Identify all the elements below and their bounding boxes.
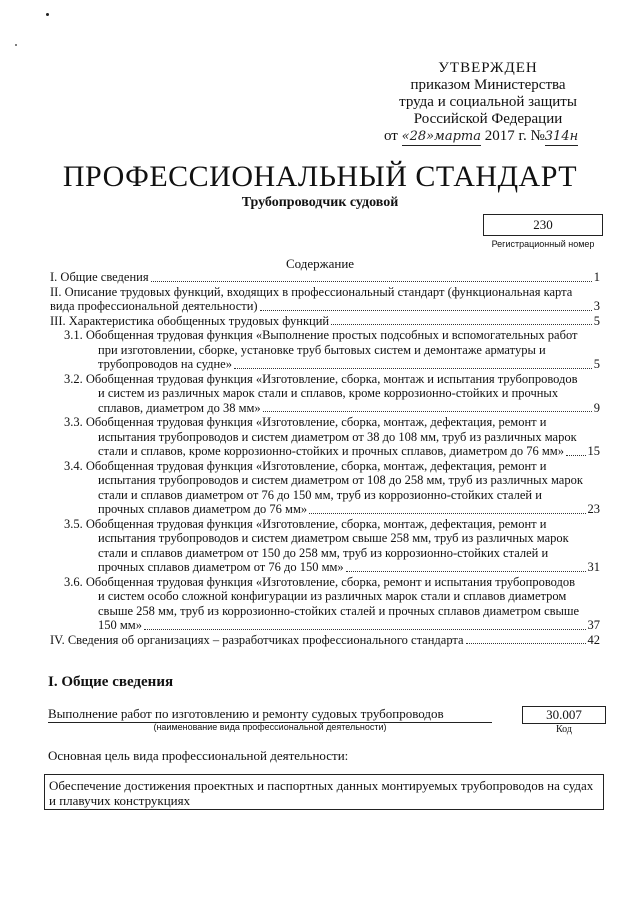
toc-page-number: 1 [593, 270, 600, 284]
toc-entry[interactable]: 3.4. Обобщенная трудовая функция «Изготовление, сборка, монтаж, дефектация, ремонт и испытания трубопроводов и систем диаметром от 108 до 258 мм, труб из различных марок стали и сплавов диаметром от 76 до 150 мм, труб из коррозионно-стойких сталей и прочных сплавов диаметром до 76 мм» 23 [64, 458, 600, 516]
handwritten-number: 314н [544, 129, 579, 144]
toc-entry[interactable]: III. Характеристика обобщенных трудовых функций 5 [50, 313, 600, 328]
toc-page-number: 37 [587, 618, 600, 632]
scan-dot [46, 13, 49, 16]
goal-text-box: Обеспечение достижения проектных и паспортных данных монтируемых трубопроводов на судах и плавучих конструкциях [44, 774, 604, 810]
activity-name-field: Выполнение работ по изготовлению и ремонту судовых трубопроводов [48, 706, 492, 723]
registration-number-box: 230 [483, 214, 603, 236]
page-title: ПРОФЕССИОНАЛЬНЫЙ СТАНДАРТ [62, 160, 578, 193]
toc-page-number: 3 [593, 299, 600, 313]
toc-page-number: 42 [587, 632, 600, 647]
activity-code-box: 30.007 [522, 706, 606, 724]
approval-line: Российской Федерации [413, 111, 563, 127]
toc-entry[interactable]: 3.5. Обобщенная трудовая функция «Изготовление, сборка, монтаж, дефектация, ремонт и испытания трубопроводов и систем диаметром свыше 258 мм, труб из различных марок стали и сплавов диаметром от 150 до 258 мм, труб из коррозионно-стойких сталей и прочных сплавов диаметром от 76 до 150 мм» 31 [64, 516, 600, 574]
approval-date-line: от «28»марта 2017 г. №314н [384, 128, 579, 144]
registration-number-label: Регистрационный номер [491, 239, 595, 249]
toc-page-number: 23 [587, 502, 600, 516]
section-heading: I. Общие сведения [48, 674, 174, 690]
page-subtitle: Трубопроводчик судовой [241, 195, 399, 210]
toc-entry[interactable]: 3.1. Обобщенная трудовая функция «Выполнение простых подсобных и вспомогательных работ при изготовлении, сборке, установке труб бытовых систем и демонтаже арматуры и трубопроводов на судне» 5 [64, 328, 600, 371]
toc-entry[interactable]: II. Описание трудовых функций, входящих в профессиональный стандарт (функциональная карта вида профессиональной деятельности) 3 [50, 284, 600, 313]
toc-page-number: 15 [587, 444, 600, 458]
toc-entry[interactable]: IV. Сведения об организациях – разработчиках профессионального стандарта 42 [50, 632, 600, 647]
goal-label: Основная цель вида профессиональной деятельности: [48, 748, 349, 763]
toc-heading: Содержание [285, 256, 355, 271]
approval-title: УТВЕРЖДЕН [438, 60, 538, 76]
handwritten-date: «28»марта [401, 129, 481, 144]
toc-entry[interactable]: 3.3. Обобщенная трудовая функция «Изготовление, сборка, монтаж, дефектация, ремонт и испытания трубопроводов и систем диаметром от 38 до 108 мм, труб из различных марок стали и сплавов, кроме коррозионно-стойких и прочных сплавов, диаметром до 76 мм» 15 [64, 415, 600, 458]
approval-line: приказом Министерства [410, 77, 566, 93]
toc-entry[interactable]: 3.6. Обобщенная трудовая функция «Изготовление, сборка, ремонт и испытания трубопроводов и систем особо сложной конфигурации из различных марок стали и сплавов диаметром свыше 258 мм, труб из коррозионно-стойких сталей и прочных сплавов диаметром свыше 150 мм» 37 [64, 574, 600, 632]
toc-page-number: 31 [587, 560, 600, 574]
scan-dot [15, 44, 17, 46]
activity-name-caption: (наименование вида профессиональной деятельности) [153, 722, 387, 732]
toc-page-number: 9 [593, 400, 600, 415]
table-of-contents [50, 270, 600, 647]
activity-code-caption: Код [556, 724, 572, 735]
toc-page-number: 5 [593, 357, 600, 371]
toc-page-number: 5 [593, 313, 600, 328]
toc-entry[interactable]: 3.2. Обобщенная трудовая функция «Изготовление, сборка, монтаж и испытания трубопроводов и систем из различных марок стали и сплавов, кроме коррозионно-стойких и прочных сплавов, диаметром до 38 мм» 9 [64, 371, 600, 415]
toc-entry[interactable]: I. Общие сведения 1 [50, 270, 600, 284]
approval-block [384, 60, 588, 146]
approval-line: труда и социальной защиты [399, 94, 577, 110]
